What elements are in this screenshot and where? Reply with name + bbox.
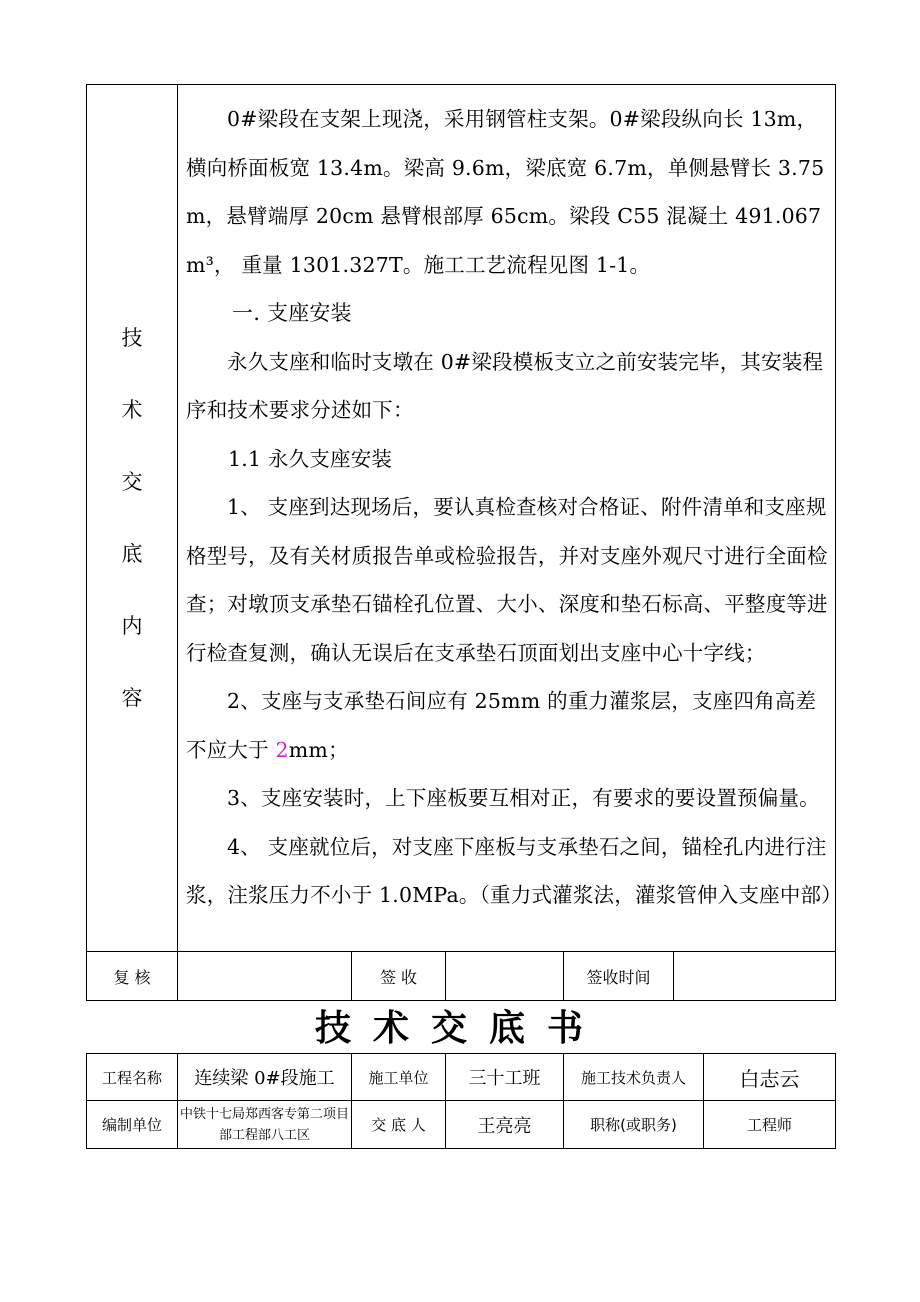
paragraph-step-2: 2、支座与支承垫石间应有 25mm 的重力灌浆层，支座四角高差不应大于 2mm；	[186, 689, 817, 762]
project-info-table	[86, 1053, 836, 1149]
project-name-label: 工程名称	[87, 1054, 178, 1101]
project-name-value: 连续梁 0#段施工	[178, 1054, 352, 1101]
sign-time-label: 签收时间	[564, 952, 674, 1001]
presenter-value: 王亮亮	[446, 1101, 564, 1149]
title-value: 工程师	[704, 1101, 836, 1149]
paragraph-step-3: 3、支座安装时，上下座板要互相对正，有要求的要设置预偏量。	[227, 786, 820, 810]
compile-unit-label: 编制单位	[87, 1101, 178, 1149]
signature-row	[87, 952, 836, 1001]
tech-lead-label: 施工技术负责人	[564, 1054, 704, 1101]
construction-unit-value: 三十工班	[446, 1054, 564, 1101]
heading-bearing-install: 一. 支座安装	[232, 301, 352, 325]
presenter-label: 交 底 人	[352, 1101, 446, 1149]
technical-content-table	[86, 84, 842, 1001]
sign-label: 签 收	[352, 952, 446, 1001]
paragraph-step-4: 4、 支座就位后，对支座下座板与支承垫石之间，锚栓孔内进行注浆，注浆压力不小于 1.0MPa。（重力式灌浆法，灌浆管伸入支座中部）	[186, 834, 842, 907]
review-field	[178, 952, 352, 1001]
paragraph-step-1: 1、 支座到达现场后，要认真检查核对合格证、附件清单和支座规格型号，及有关材质报告单或检验报告，并对支座外观尺寸进行全面检查；对墩顶支承垫石锚栓孔位置、大小、深度和垫石标高、平整度等进行检查复测，确认无误后在支承垫石顶面划出支座中心十字线；	[186, 495, 828, 665]
paragraph-overview: 0#梁段在支架上现浇，采用钢管柱支架。0#梁段纵向长 13m，横向桥面板宽 13.4m。梁高 9.6m，梁底宽 6.7m，单侧悬臂长 3.75 m，悬臂端厚 20cm 悬臂根部厚 65cm。梁段 C55 混凝土 491.067 m³， 重量 1301.327T。施工工艺流程见图 1-1。	[186, 107, 825, 277]
section-label-cell	[87, 85, 178, 952]
heading-permanent-bearing: 1.1 永久支座安装	[228, 446, 393, 471]
content-body	[178, 85, 842, 924]
section-label: 技 术 交 底 内 容	[121, 326, 143, 710]
tech-lead-value: 白志云	[704, 1054, 836, 1101]
highlight-value: 2	[275, 737, 289, 762]
compile-unit-value: 中铁十七局郑西客专第二项目部工程部八工区	[178, 1101, 352, 1149]
document-title: 技术交底书	[314, 1007, 605, 1049]
content-cell	[178, 85, 842, 952]
title-label: 职称(或职务)	[564, 1101, 704, 1149]
sign-field	[446, 952, 564, 1001]
sign-time-field	[674, 952, 836, 1001]
review-label: 复 核	[87, 952, 178, 1001]
paragraph-intro: 永久支座和临时支墩在 0#梁段模板支立之前安装完毕，其安装程序和技术要求分述如下：	[186, 349, 824, 422]
construction-unit-label: 施工单位	[352, 1054, 446, 1101]
